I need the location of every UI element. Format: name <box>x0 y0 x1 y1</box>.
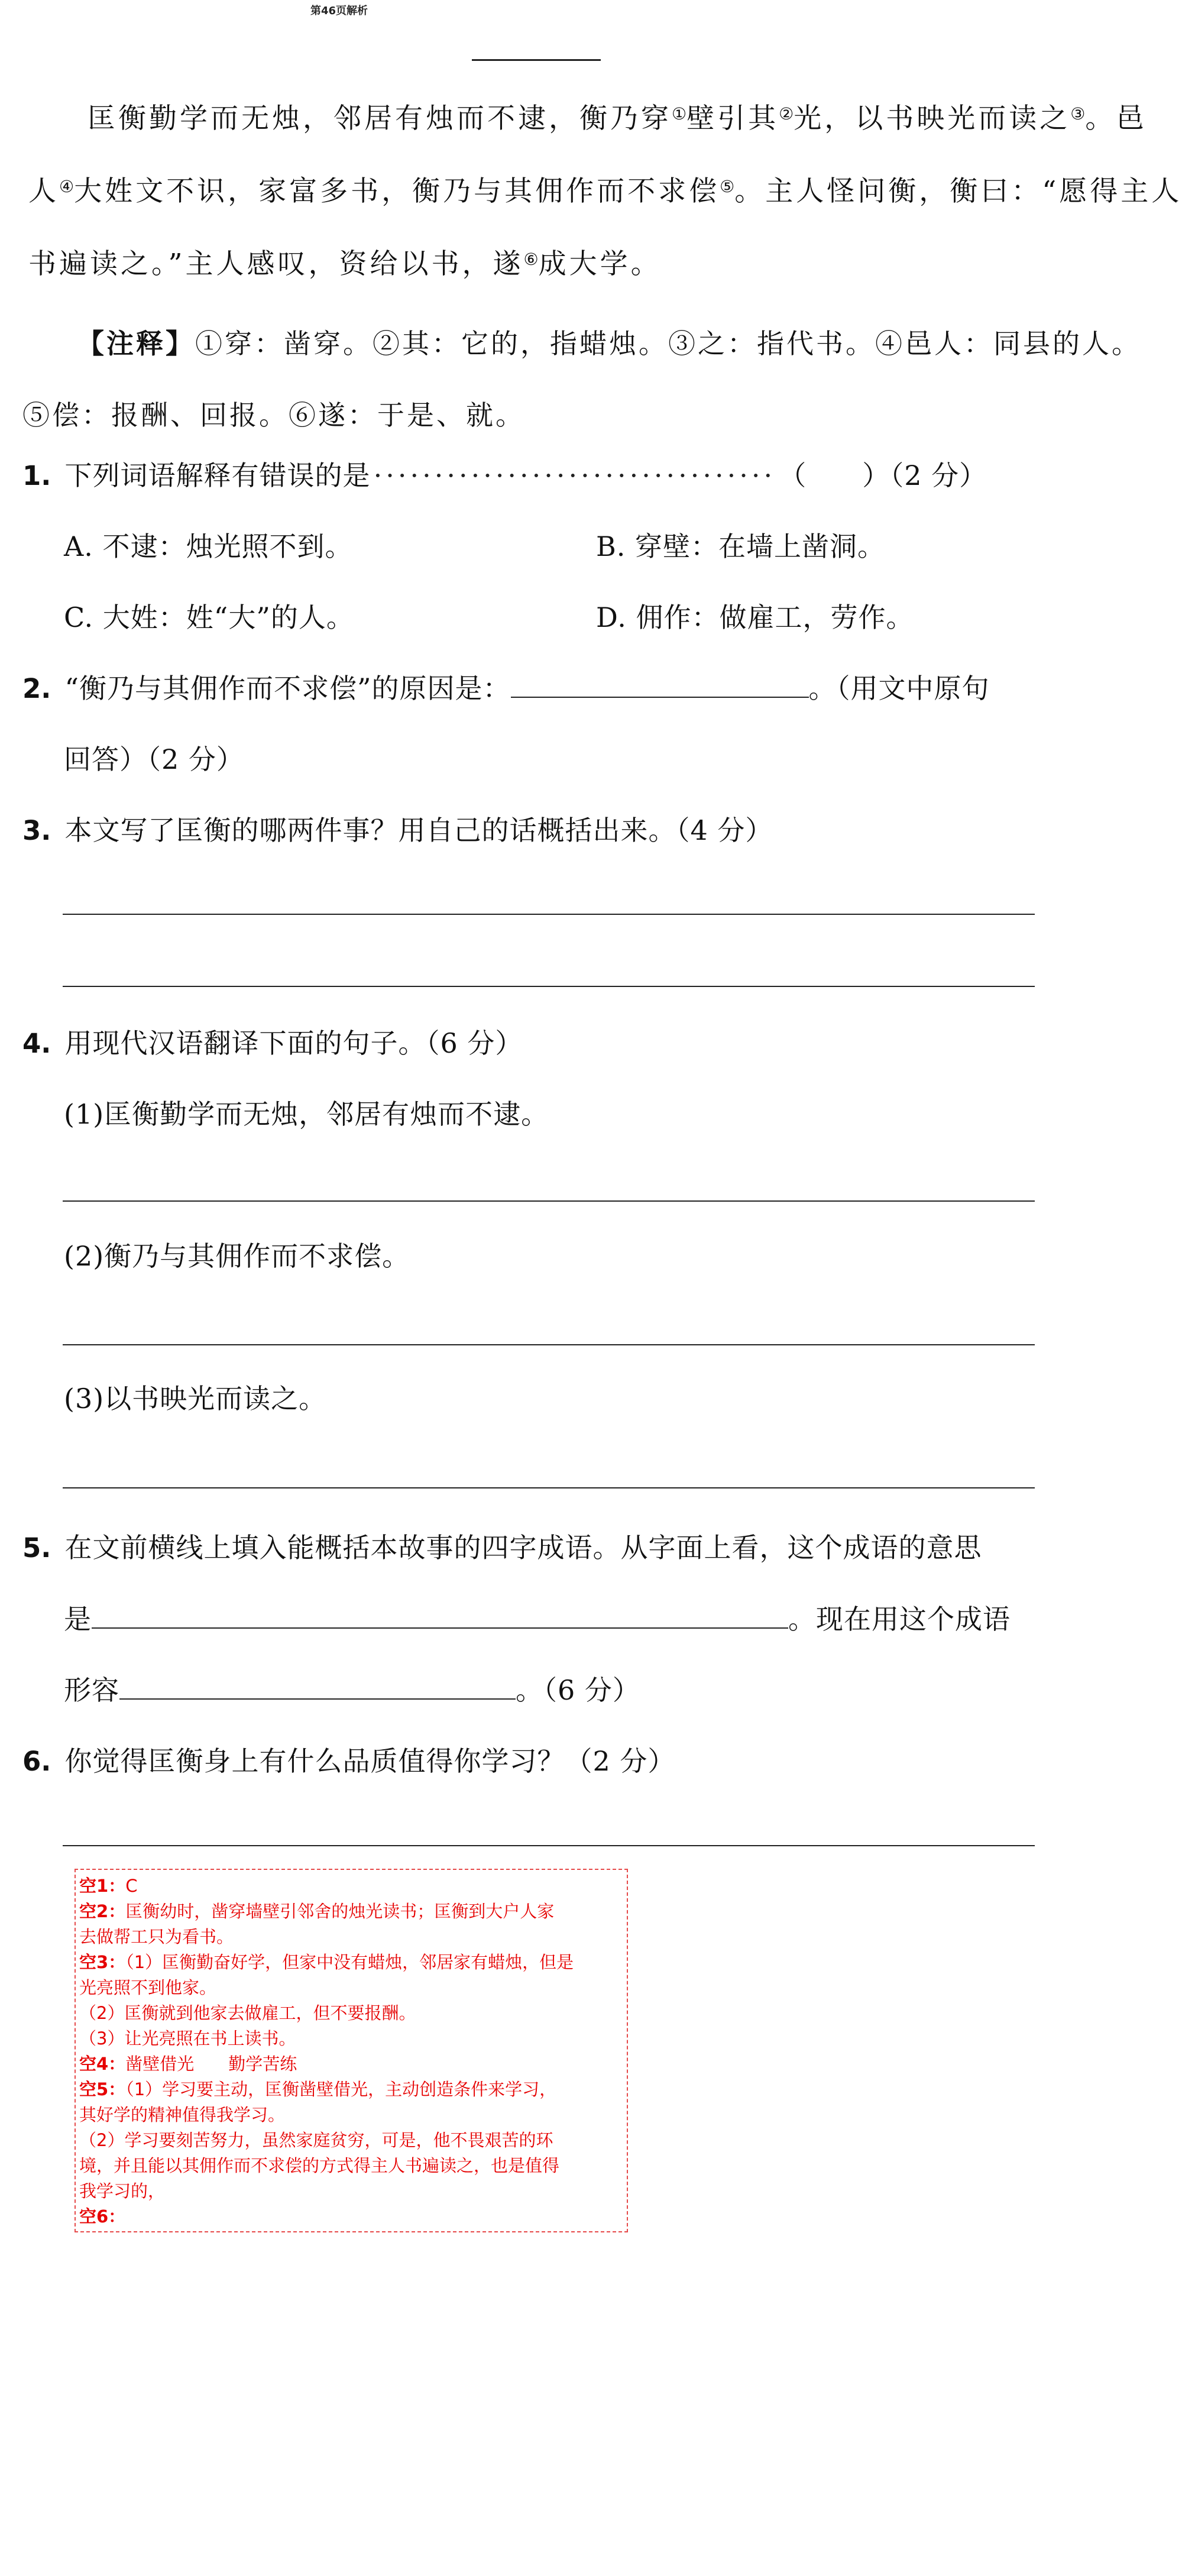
question-4: 4. 用现代汉语翻译下面的句子。（6 分） <box>22 1027 523 1059</box>
question-4-sub-3: (3)以书映光而读之。 <box>64 1383 327 1415</box>
question-6: 6. 你觉得匡衡身上有什么品质值得你学习？（2 分） <box>22 1745 676 1777</box>
answer-1: 空1：C <box>79 1876 138 1896</box>
title-blank-line <box>472 59 601 61</box>
answer-line-q4-2[interactable] <box>63 1344 1035 1345</box>
answer-line-q3-1[interactable] <box>63 914 1035 915</box>
passage-line-1: 匡衡勤学而无烛，邻居有烛而不逮，衡乃穿①壁引其②光，以书映光而读之③。邑 <box>88 102 1147 135</box>
question-5-line-2: 是 。现在用这个成语 <box>64 1603 1011 1635</box>
answer-line-q4-1[interactable] <box>63 1200 1035 1202</box>
question-2-line-2: 回答）（2 分） <box>64 743 244 775</box>
notes-line-1: 【注释】①穿：凿穿。②其：它的，指蜡烛。③之：指代书。④邑人：同县的人。 <box>77 328 1141 360</box>
answer-4: 空4：凿壁借光 勤学苦练 <box>79 2054 297 2074</box>
answer-5: 空5：（1）学习要主动，匡衡凿壁借光，主动创造条件来学习， <box>79 2079 557 2099</box>
question-2: 2. “衡乃与其佣作而不求偿”的原因是： 。（用文中原句 <box>22 672 990 704</box>
footnote-mark-5: ⑤ <box>720 177 735 196</box>
option-a: A. 不逮：烛光照不到。 <box>64 530 353 562</box>
answer-line-q4-3[interactable] <box>63 1487 1035 1488</box>
answer-blank-q5-meaning[interactable] <box>92 1605 788 1629</box>
answer-6: 空6： <box>79 2206 126 2227</box>
question-5-line-3: 形容 。（6 分） <box>64 1674 640 1706</box>
option-c: C. 大姓：姓“大”的人。 <box>64 601 354 633</box>
answer-line-q6[interactable] <box>63 1845 1035 1846</box>
question-3: 3. 本文写了匡衡的哪两件事？用自己的话概括出来。（4 分） <box>22 814 773 846</box>
passage-line-2: 人④大姓文不识，家富多书，衡乃与其佣作而不求偿⑤。主人怪问衡，衡曰：“愿得主人 <box>28 175 1182 208</box>
question-4-sub-2: (2)衡乃与其佣作而不求偿。 <box>64 1240 410 1272</box>
answer-paren: （ ） <box>779 459 890 491</box>
footnote-mark-6: ⑥ <box>523 250 539 269</box>
footnote-mark-1: ① <box>672 104 687 124</box>
footnote-mark-4: ④ <box>59 177 75 196</box>
passage-line-3: 书遍读之。”主人感叹，资给以书，遂⑥成大学。 <box>28 248 662 280</box>
option-d: D. 佣作：做雇工，劳作。 <box>596 601 914 633</box>
answer-2: 空2：匡衡幼时，凿穿墙壁引邻舍的烛光读书；匡衡到大户人家 <box>79 1901 555 1921</box>
question-4-sub-1: (1)匡衡勤学而无烛，邻居有烛而不逮。 <box>64 1098 549 1130</box>
footnote-mark-3: ③ <box>1070 104 1086 124</box>
answer-blank-q5-usage[interactable] <box>119 1676 516 1700</box>
option-b: B. 穿壁：在墙上凿洞。 <box>596 530 886 562</box>
leader-dots: ································· <box>373 459 776 491</box>
answer-line-q3-2[interactable] <box>63 986 1035 987</box>
footnote-mark-2: ② <box>779 104 794 124</box>
answer-blank-q2[interactable] <box>511 674 809 698</box>
notes-line-2: ⑤偿：报酬、回报。⑥遂：于是、就。 <box>22 399 525 431</box>
notes-label: 【注释】 <box>77 328 195 360</box>
page-header-tag: 第46页解析 <box>310 5 368 17</box>
answer-3: 空3：（1）匡衡勤奋好学，但家中没有蜡烛，邻居家有蜡烛，但是 <box>79 1952 574 1972</box>
question-1: 1. 下列词语解释有错误的是 ································· （ ）（2 分） <box>22 459 987 491</box>
answer-key-box: 空1：C 空2：匡衡幼时，凿穿墙壁引邻舍的烛光读书；匡衡到大户人家 去做帮工只为看书。 空3：（1）匡衡勤奋好学，但家中没有蜡烛，邻居家有蜡烛，但是 光亮照不到他家。 （2）匡衡就到他家去做雇工，但不要报酬。 （3）让光亮照在书上读书。 空4：凿壁借光 勤学苦练 空5：（1）学习要主动，匡衡凿壁借光，主动创造条件来学习， 其好学的精神值得我学习。 （2）学习要刻苦努力，虽然家庭贫穷，可是，他不畏艰苦的环 境，并且能以其佣作而不求偿的方式得主人书遍读之，也是值得 我学习的， 空6： <box>75 1869 628 2232</box>
question-5: 5. 在文前横线上填入能概括本故事的四字成语。从字面上看，这个成语的意思 <box>22 1532 982 1564</box>
